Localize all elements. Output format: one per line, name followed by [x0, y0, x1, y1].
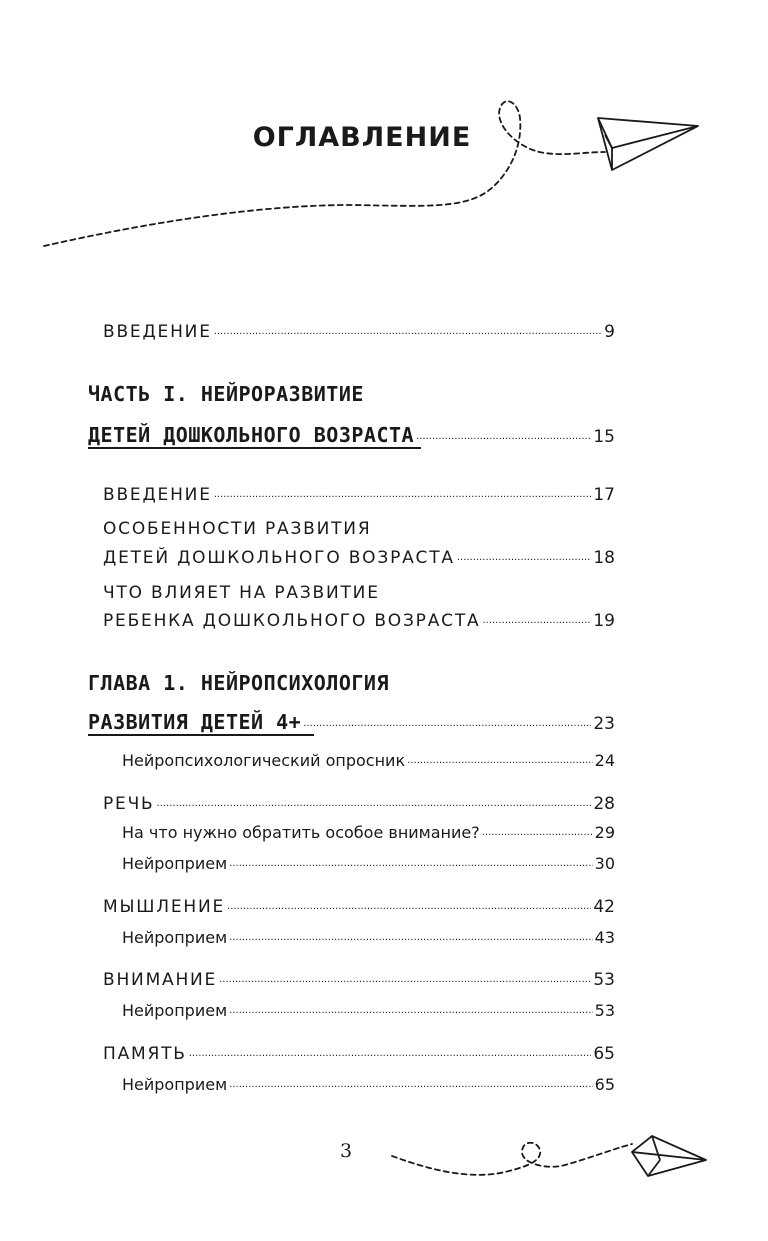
toc-entry-label: ВВЕДЕНИЕ — [103, 485, 212, 505]
toc-entry-memory-neuro[interactable] — [122, 1074, 615, 1094]
toc-entry-page: 23 — [593, 714, 615, 734]
toc-entry-questionnaire[interactable] — [122, 750, 615, 770]
leader-dots — [482, 609, 591, 626]
leader-dots — [214, 320, 602, 337]
toc-entry-page: 53 — [594, 1001, 615, 1020]
leader-dots — [407, 750, 593, 766]
page-number: 3 — [340, 1140, 353, 1162]
leader-dots — [482, 822, 593, 838]
heading-underline — [88, 734, 314, 736]
paper-plane-icon — [632, 1136, 706, 1176]
toc-entry-features[interactable] — [103, 546, 615, 568]
toc-entry-part1-intro[interactable] — [103, 483, 615, 505]
toc-entry-influences[interactable] — [103, 609, 615, 631]
toc-entry-thinking-neuro[interactable] — [122, 927, 615, 947]
toc-entry-label: Нейроприем — [122, 854, 228, 873]
toc-entry-thinking[interactable] — [103, 895, 615, 917]
toc-entry-label: ДЕТЕЙ ДОШКОЛЬНОГО ВОЗРАСТА — [103, 548, 455, 568]
toc-entry-page: 30 — [594, 854, 615, 873]
leader-dots — [189, 1042, 592, 1059]
toc-entry-page: 65 — [594, 1075, 615, 1094]
leader-dots — [219, 968, 591, 985]
toc-entry-attention-neuro[interactable] — [122, 1000, 615, 1020]
toc-entry-label: РЕЧЬ — [103, 794, 155, 814]
toc-entry-label: Нейроприем — [122, 1075, 228, 1094]
toc-entry-label: Нейропсихологический опросник — [122, 751, 406, 770]
toc-entry-page: 15 — [593, 427, 615, 447]
toc-entry-intro[interactable] — [103, 320, 615, 342]
toc-entry-label: ВНИМАНИЕ — [103, 970, 218, 990]
leader-dots — [416, 422, 591, 442]
leader-dots — [229, 853, 592, 869]
toc-entry-part1[interactable] — [88, 422, 615, 447]
toc-entry-memory[interactable] — [103, 1042, 615, 1064]
toc-entry-label: На что нужно обратить особое внимание? — [122, 823, 480, 842]
toc-entry-attention[interactable] — [103, 968, 615, 990]
toc-entry-page: 53 — [593, 970, 615, 990]
toc-entry-speech[interactable] — [103, 792, 615, 814]
chapter-heading-line1: ГЛАВА 1. НЕЙРОПСИХОЛОГИЯ — [88, 671, 389, 695]
leader-dots — [227, 895, 591, 912]
leader-dots — [457, 546, 592, 563]
leader-dots — [229, 927, 592, 943]
page-title: ОГЛАВЛЕНИЕ — [252, 122, 472, 153]
leader-dots — [303, 709, 591, 729]
toc-entry-label: ВВЕДЕНИЕ — [103, 322, 212, 342]
heading-underline — [88, 447, 421, 449]
chapter-heading-line2: РАЗВИТИЯ ДЕТЕЙ 4+ — [88, 710, 302, 734]
toc-entry-label: РЕБЕНКА ДОШКОЛЬНОГО ВОЗРАСТА — [103, 611, 481, 631]
toc-entry-speech-neuro[interactable] — [122, 853, 615, 873]
leader-dots — [229, 1000, 592, 1016]
toc-entry-page: 19 — [593, 611, 615, 631]
toc-entry-speech-attention[interactable] — [122, 822, 615, 842]
toc-entry-page: 43 — [594, 928, 615, 947]
toc-entry-page: 42 — [593, 897, 615, 917]
toc-entry-page: 9 — [604, 322, 615, 342]
leader-dots — [214, 483, 592, 500]
toc-entry-chapter1[interactable] — [88, 709, 615, 734]
toc-entry-page: 29 — [594, 823, 615, 842]
toc-entry-label: МЫШЛЕНИЕ — [103, 897, 226, 917]
toc-entry-influences-line1: ЧТО ВЛИЯЕТ НА РАЗВИТИЕ — [103, 583, 380, 603]
toc-entry-label: Нейроприем — [122, 928, 228, 947]
part-heading-line1: ЧАСТЬ I. НЕЙРОРАЗВИТИЕ — [88, 382, 364, 406]
toc-entry-page: 18 — [593, 548, 615, 568]
toc-entry-label: Нейроприем — [122, 1001, 228, 1020]
toc-entry-page: 17 — [593, 485, 615, 505]
leader-dots — [157, 792, 592, 809]
toc-entry-page: 24 — [594, 751, 615, 770]
toc-entry-features-line1: ОСОБЕННОСТИ РАЗВИТИЯ — [103, 519, 372, 539]
toc-entry-label: ПАМЯТЬ — [103, 1044, 187, 1064]
part-heading-line2: ДЕТЕЙ ДОШКОЛЬНОГО ВОЗРАСТА — [88, 423, 415, 447]
leader-dots — [229, 1074, 592, 1090]
toc-entry-page: 28 — [593, 794, 615, 814]
toc-entry-page: 65 — [593, 1044, 615, 1064]
